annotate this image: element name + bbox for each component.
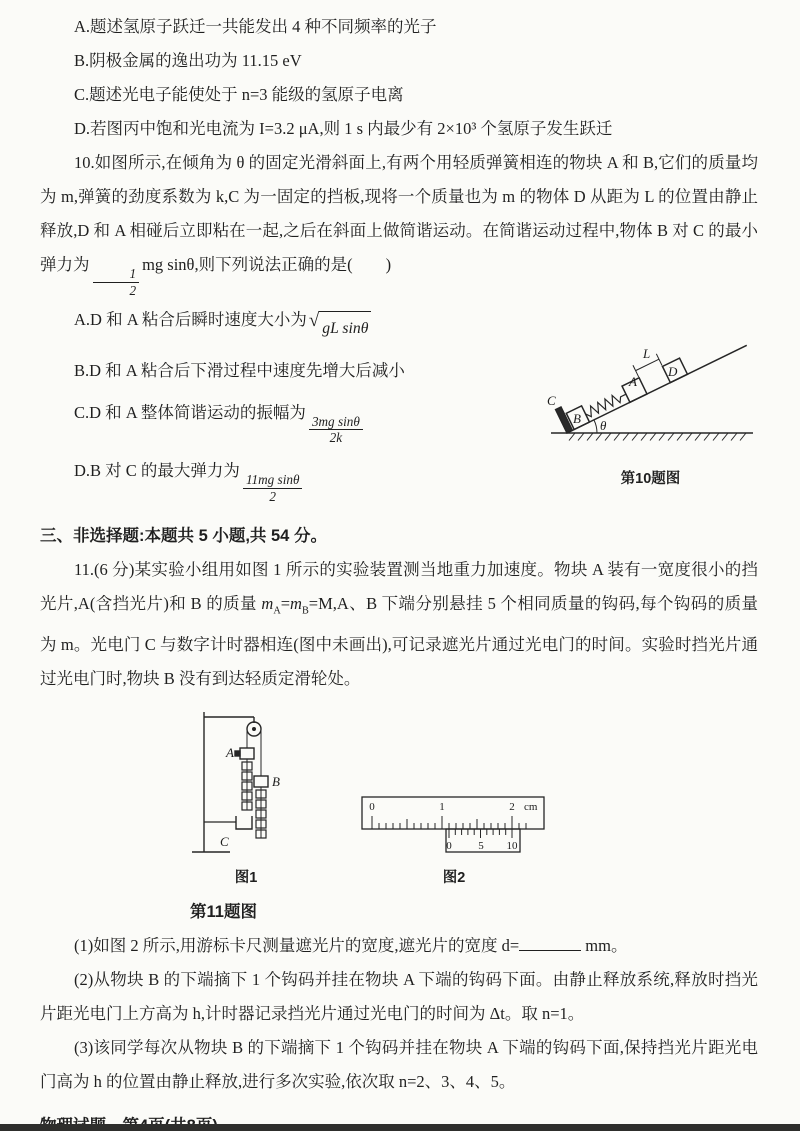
main-scale-2: 2 — [509, 801, 515, 814]
fraction-denominator: 2 — [129, 282, 137, 298]
q9-option-d: D.若图丙中饱和光电流为 I=3.2 μA,则 1 s 内最少有 2×10³ 个氢原子发生跃迁 — [74, 119, 613, 138]
fraction-numerator: 1 — [93, 266, 140, 283]
label-a: A — [226, 745, 234, 761]
q10-option-c-text: C.D 和 A 整体简谐运动的振幅为 — [74, 402, 306, 422]
q9-option-c: C.题述光电子能使处于 n=3 能级的氢原子电离 — [74, 85, 404, 104]
ground-hatching — [569, 433, 746, 441]
q10-figure — [543, 301, 758, 513]
vernier-5: 5 — [478, 840, 484, 853]
q10-stem-text: 10.如图所示,在倾角为 θ 的固定光滑斜面上,有两个用轻质弹簧相连的物块 A 和 B,它们的质量均为 m,弹簧的劲度系数为 k,C 为一固定的挡板,现将一个质量也为 m 的物体 D 从距为 L 的位置由静止释放,D 和 A 相碰后立即粘在一起,之后在斜面上做简谐运动。在简谐运动过程中,物体 B 对 C 的最小弹力为 — [40, 153, 758, 274]
q10-option-b: B.D 和 A 粘合后下滑过程中速度先增大后减小 — [74, 360, 405, 380]
q11-stem — [40, 553, 758, 696]
q11-stem-text: 11.(6 分)某实验小组用如图 1 所示的实验装置测当地重力加速度。物块 A 装有一宽度很小的挡光片,A(含挡光片)和 B 的质量 — [40, 559, 758, 613]
vernier-10: 10 — [506, 840, 518, 853]
q11-part-1 — [40, 929, 758, 963]
caliper-main-scale — [362, 797, 544, 829]
fraction-amplitude — [309, 414, 363, 447]
shutter-vane — [235, 751, 240, 756]
label-d: D — [667, 363, 677, 379]
q10-option-d-text: D.B 对 C 的最大弹力为 — [74, 461, 240, 481]
answer-blank — [519, 936, 581, 951]
equals-sign: = — [280, 593, 291, 613]
q11-figure-caption: 第11题图 — [190, 903, 257, 922]
q11-stem-text-2: A、B 下端分别悬挂 5 个相同质量的钩码,每个钩码的质量为 m。光电门 C 与数字计时器相连(图中未画出),可记录遮光片通过光电门的时间。实验时挡光片通过光电门时,物块 B 没有到达轻质定滑轮处。 — [40, 593, 758, 689]
incline-diagram — [545, 311, 757, 459]
q11-figure-2 — [360, 794, 548, 887]
atwood-apparatus-diagram — [190, 706, 302, 858]
label-c: C — [546, 392, 556, 408]
fraction-denominator: 2 — [269, 488, 276, 504]
label-theta: θ — [599, 417, 606, 433]
section-3-heading: 三、非选择题:本题共 5 小题,共 54 分。 — [40, 526, 327, 545]
q11-part-1-unit: mm。 — [581, 936, 628, 956]
q10-option-a-text: A.D 和 A 粘合后瞬时速度大小为 — [74, 309, 307, 329]
figure-1-label: 图1 — [234, 870, 258, 887]
equals-m: =M, — [308, 593, 337, 613]
q10-figure-caption: 第10题图 — [620, 470, 681, 487]
fraction-max-force — [243, 472, 303, 505]
main-scale-unit: cm — [524, 801, 538, 814]
square-root-expression — [309, 311, 372, 346]
mass-b-symbol: m — [290, 593, 302, 613]
label-c: C — [220, 834, 229, 850]
q9-option-a: A.题述氢原子跃迁一共能发出 4 种不同频率的光子 — [74, 17, 437, 36]
q10-option-a — [40, 303, 535, 346]
caliper-main-ticks — [372, 816, 526, 829]
incline-surface — [567, 345, 747, 433]
q11-part-3: (3)该同学每次从物块 B 的下端摘下 1 个钩码并挂在物块 A 下端的钩码下面,保持挡光片距光电门高为 h 的位置由静止释放,进行多次实验,依次取 n=2、3、4、5。 — [40, 1038, 758, 1092]
q10-stem — [40, 146, 758, 299]
fraction-numerator: 3mg sinθ — [309, 414, 363, 431]
mass-b-subscript: B — [301, 605, 309, 617]
q10-stem-text-2: mg sinθ,则下列说法正确的是( ) — [142, 255, 392, 274]
angle-theta-arc — [594, 420, 597, 433]
q10-option-c — [40, 396, 535, 447]
q9-option-b: B.阴极金属的逸出功为 11.15 eV — [74, 51, 302, 70]
block-b — [254, 776, 268, 787]
main-scale-0: 0 — [369, 801, 375, 814]
fraction-one-half — [93, 266, 140, 299]
q10-options-and-figure — [40, 301, 758, 513]
radical-sign: √ — [308, 309, 320, 331]
main-scale-1: 1 — [439, 801, 445, 814]
fraction-numerator: 11mg sinθ — [243, 472, 303, 489]
label-b: B — [272, 774, 280, 790]
figure-2-label: 图2 — [442, 870, 466, 887]
light-gate-c — [236, 816, 252, 829]
label-l: L — [642, 345, 650, 361]
pulley-axle — [253, 728, 256, 731]
label-a: A — [628, 373, 637, 389]
scan-bottom-edge — [0, 1124, 800, 1131]
radicand: gL sinθ — [319, 311, 371, 346]
q11-figure-1 — [190, 706, 302, 887]
q11-figures — [190, 706, 548, 929]
q11-part-1-text: (1)如图 2 所示,用游标卡尺测量遮光片的宽度,遮光片的宽度 d= — [74, 936, 520, 956]
q11-part-2: (2)从物块 B 的下端摘下 1 个钩码并挂在物块 A 下端的钩码下面。由静止释放系统,释放时挡光片距光电门上方高为 h,计时器记录挡光片通过光电门的时间为 Δt。取 n=1。 — [40, 970, 758, 1024]
block-a — [240, 748, 254, 759]
fraction-denominator: 2k — [329, 430, 343, 446]
vernier-caliper-diagram — [360, 794, 548, 858]
caliper-vernier-ticks — [449, 829, 512, 838]
q10-option-d — [40, 454, 535, 505]
label-b: B — [572, 410, 581, 426]
vernier-0: 0 — [446, 840, 452, 853]
mass-a-symbol: m — [261, 593, 274, 613]
mass-a-subscript: A — [273, 605, 281, 617]
q10-options — [40, 301, 543, 513]
